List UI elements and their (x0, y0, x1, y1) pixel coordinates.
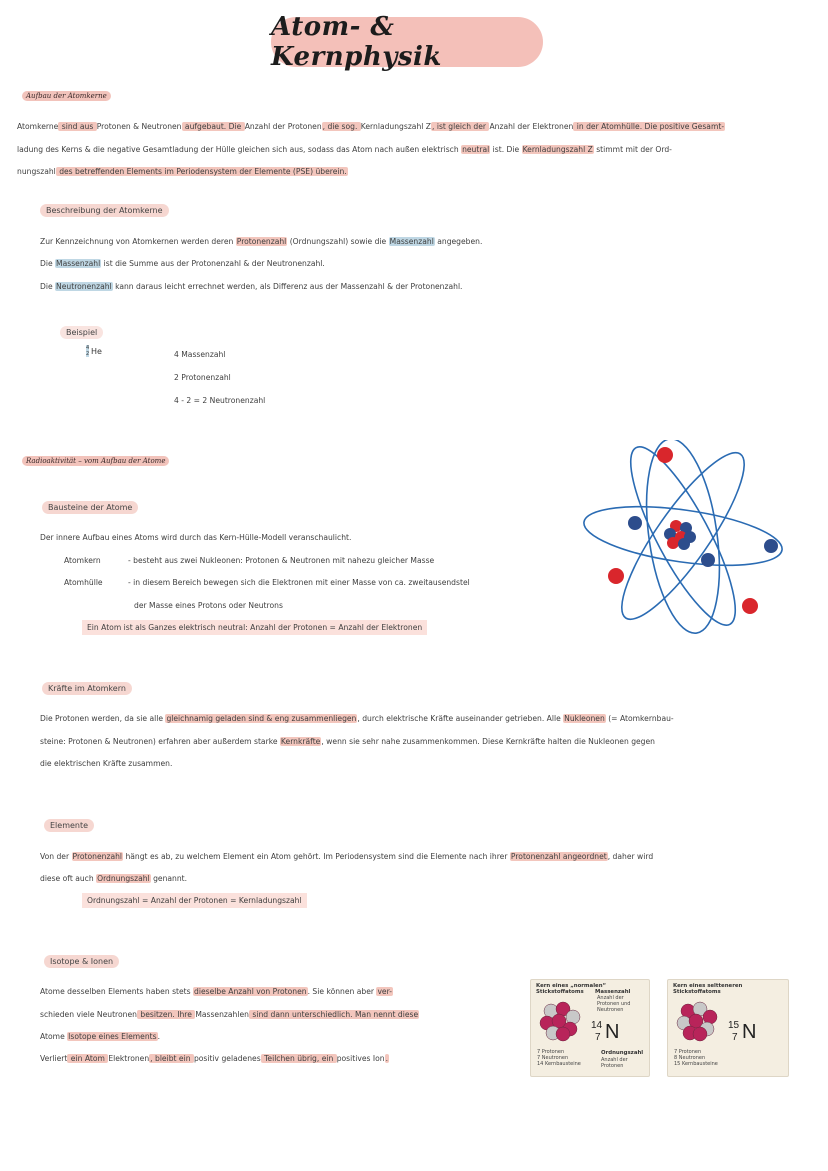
massenzahl-desc: Protonen und (597, 1001, 631, 1007)
term-desc-cont: der Masse eines Protons oder Neutrons (134, 601, 283, 610)
example-symbol (86, 345, 116, 363)
fig-title: Kern eines „normalen“ (536, 983, 607, 989)
element-symbol: N (742, 1021, 757, 1043)
text-segment: Anzahl der Elektronen (489, 122, 574, 131)
text-segment: Anzahl der Protonen (244, 122, 322, 131)
electrons (608, 447, 778, 614)
highlighted-term: Kernkräfte (280, 737, 321, 746)
text-segment: , daher wird (607, 852, 654, 861)
ordnungszahl-desc: Protonen (601, 1063, 624, 1069)
atomic-number: 7 (595, 1032, 601, 1043)
text-segment: , durch elektrische Kräfte auseinander getrieben. Alle (357, 714, 564, 723)
highlighted-term: Neutronenzahl (56, 282, 112, 291)
text-segment: stimmt mit der Ord- (593, 145, 672, 154)
section-heading-atomkerne: Aufbau der Atomkerne (22, 91, 111, 101)
paragraph-line (40, 1010, 419, 1019)
subheading-elemente: Elemente (44, 819, 94, 832)
nitrogen-14-figure (530, 979, 650, 1077)
term-atomkern: Atomkern (64, 556, 101, 565)
count-line: 14 Kernbausteine (537, 1061, 581, 1067)
text-segment: Die Protonen werden, da sie alle (40, 714, 166, 723)
text-segment: Atome desselben Elements haben stets (40, 987, 194, 996)
text-segment: ist die Summe aus der Protonenzahl & der Neutronenzahl. (101, 259, 325, 268)
paragraph-line (40, 737, 655, 746)
example-item: 2 Protonenzahl (174, 373, 231, 382)
highlighted-term: ein Atom (68, 1054, 108, 1063)
paragraph-line (17, 167, 348, 176)
count-line: 15 Kernbausteine (674, 1061, 718, 1067)
text-segment: Von der (40, 852, 72, 861)
text-segment: genannt. (150, 874, 188, 883)
atom-model-illustration (578, 440, 788, 640)
text-segment: ist. Die (490, 145, 522, 154)
fig-title: Stickstoffatoms (536, 989, 584, 995)
text-segment: Protonen & Neutronen (96, 122, 182, 131)
text-segment: diese oft auch (40, 874, 97, 883)
highlighted-term: Massenzahl (389, 237, 434, 246)
paragraph-line (17, 145, 672, 154)
paragraph-line (40, 1032, 160, 1041)
text-segment: Massenzahlen (195, 1010, 249, 1019)
highlighted-term: gleichnamig geladen sind & eng zusammenliegen (166, 714, 357, 723)
nucleus (664, 520, 696, 550)
term-desc: - besteht aus zwei Nukleonen: Protonen & Neutronen mit nahezu gleicher Masse (128, 556, 435, 565)
nucleus-15-icon (674, 999, 720, 1043)
text-segment: positives Ion (336, 1054, 385, 1063)
massenzahl-desc: Neutronen (597, 1007, 624, 1013)
element-symbol: N (605, 1021, 620, 1043)
highlighted-term: Massenzahl (56, 259, 101, 268)
highlighted-term: dieselbe Anzahl von Protonen (194, 987, 307, 996)
text-segment: (= Atomkernbau- (605, 714, 674, 723)
neutral-atom-box: Ein Atom ist als Ganzes elektrisch neutral: Anzahl der Protonen = Anzahl der Elektronen (82, 620, 427, 635)
highlighted-term: Protonenzahl (236, 237, 287, 246)
subheading-bausteine: Bausteine der Atome (42, 501, 138, 514)
text-segment: positiv geladenes (193, 1054, 261, 1063)
nucleus-14-icon (537, 999, 583, 1043)
term-atomhuelle: Atomhülle (64, 578, 103, 587)
text-segment: , wenn sie sehr nahe zusammenkommen. Diese Kernkräfte halten die Nukleonen gegen (321, 737, 655, 746)
highlighted-term: neutral (462, 145, 490, 154)
highlighted-term: ver- (377, 987, 392, 996)
count-line: 7 Neutronen (537, 1055, 569, 1061)
ordnungszahl-box: Ordnungszahl = Anzahl der Protonen = Kernladungszahl (82, 893, 307, 908)
paragraph-line (40, 282, 462, 291)
paragraph-line (40, 714, 674, 723)
term-desc: - in diesem Bereich bewegen sich die Elektronen mit einer Masse von ca. zweitausendstel (128, 578, 470, 587)
example-item: 4 Massenzahl (174, 350, 226, 359)
highlighted-term: . (385, 1054, 388, 1063)
highlighted-term: Protonenzahl (72, 852, 123, 861)
title-banner (271, 12, 543, 72)
massenzahl-label: Massenzahl (595, 989, 631, 995)
paragraph-line (40, 259, 325, 268)
text-segment: Die (40, 259, 56, 268)
highlighted-term: Teilchen übrig, ein (261, 1054, 336, 1063)
highlighted-term: aufgebaut. Die (182, 122, 244, 131)
highlighted-term: in der Atomhülle. Die positive Gesamt- (574, 122, 725, 131)
highlighted-term: Isotope eines Elements (68, 1032, 157, 1041)
paragraph-line: Der innere Aufbau eines Atoms wird durch das Kern-Hülle-Modell veranschaulicht. (40, 533, 352, 542)
text-segment: Atomkerne (17, 122, 59, 131)
text-segment: . Sie können aber (307, 987, 377, 996)
subheading-kraefte: Kräfte im Atomkern (42, 682, 132, 695)
highlighted-term: , ist gleich der (432, 122, 489, 131)
highlighted-term: sind dann unterschiedlich. Man nennt diese (249, 1010, 419, 1019)
fig-title: Kern eines seltteneren (673, 983, 743, 989)
text-segment: steine: Protonen & Neutronen) erfahren aber außerdem starke (40, 737, 280, 746)
text-segment: Verliert (40, 1054, 68, 1063)
example-proton-number: 2 (86, 351, 90, 357)
text-segment: nungszahl (17, 167, 56, 176)
count-line: 7 Protonen (537, 1049, 565, 1055)
highlighted-term: des betreffenden Elements im Periodensystem der Elemente (PSE) überein. (56, 167, 347, 176)
highlighted-term: Nukleonen (564, 714, 605, 723)
text-segment: Zur Kennzeichnung von Atomkernen werden deren (40, 237, 236, 246)
text-segment: Die (40, 282, 56, 291)
subheading-beschreibung: Beschreibung der Atomkerne (40, 204, 169, 217)
nitrogen-15-figure (667, 979, 789, 1077)
text-segment: Kernladungszahl Z (360, 122, 432, 131)
paragraph-line (40, 1054, 389, 1063)
count-line: 7 Protonen (674, 1049, 702, 1055)
highlighted-term: Ordnungszahl (97, 874, 150, 883)
example-mass-number: 4 (86, 345, 90, 351)
text-segment: Atome (40, 1032, 68, 1041)
atomic-number: 7 (732, 1032, 738, 1043)
page-title: Atom- & Kernphysik (271, 12, 442, 72)
highlighted-term: sind aus (59, 122, 96, 131)
example-item: 4 - 2 = 2 Neutronenzahl (174, 396, 266, 405)
subheading-isotope: Isotope & Ionen (44, 955, 119, 968)
text-segment: ladung des Kerns & die negative Gesamtladung der Hülle gleichen sich aus, sodass das Atom nach außen elektrisch (17, 145, 462, 154)
text-segment: kann daraus leicht errechnet werden, als Differenz aus der Massenzahl & der Protonenzahl. (112, 282, 463, 291)
highlighted-term: Kernladungszahl Z (522, 145, 593, 154)
text-segment: . (157, 1032, 160, 1041)
paragraph-line (40, 987, 393, 996)
mass-number: 14 (591, 1020, 603, 1031)
text-segment: Elektronen (108, 1054, 150, 1063)
mass-number: 15 (728, 1020, 740, 1031)
text-segment: (Ordnungszahl) sowie die (287, 237, 389, 246)
example-label: Beispiel (60, 326, 103, 339)
text-segment: schieden viele Neutronen (40, 1010, 137, 1019)
highlighted-term: Protonenzahl angeordnet (510, 852, 607, 861)
paragraph-line (40, 237, 482, 246)
paragraph-line (40, 759, 172, 768)
count-line: 8 Neutronen (674, 1055, 706, 1061)
massenzahl-desc: Anzahl der (597, 995, 624, 1001)
fig-title: Stickstoffatoms (673, 989, 721, 995)
example-element: He (91, 347, 102, 356)
paragraph-line (17, 122, 725, 131)
paragraph-line (40, 852, 653, 861)
text-segment: hängt es ab, zu welchem Element ein Atom gehört. Im Periodensystem sind die Elemente nach ihrer (123, 852, 510, 861)
section-heading-radioaktivitaet: Radioaktivität – vom Aufbau der Atome (22, 456, 169, 466)
highlighted-term: besitzen. Ihre (137, 1010, 195, 1019)
text-segment: die elektrischen Kräfte zusammen. (40, 759, 173, 768)
highlighted-term: , bleibt ein (150, 1054, 193, 1063)
paragraph-line (40, 874, 187, 883)
text-segment: angegeben. (434, 237, 483, 246)
ordnungszahl-label: Ordnungszahl (601, 1050, 644, 1056)
highlighted-term: , die sog. (322, 122, 360, 131)
ordnungszahl-desc: Anzahl der (601, 1057, 628, 1063)
